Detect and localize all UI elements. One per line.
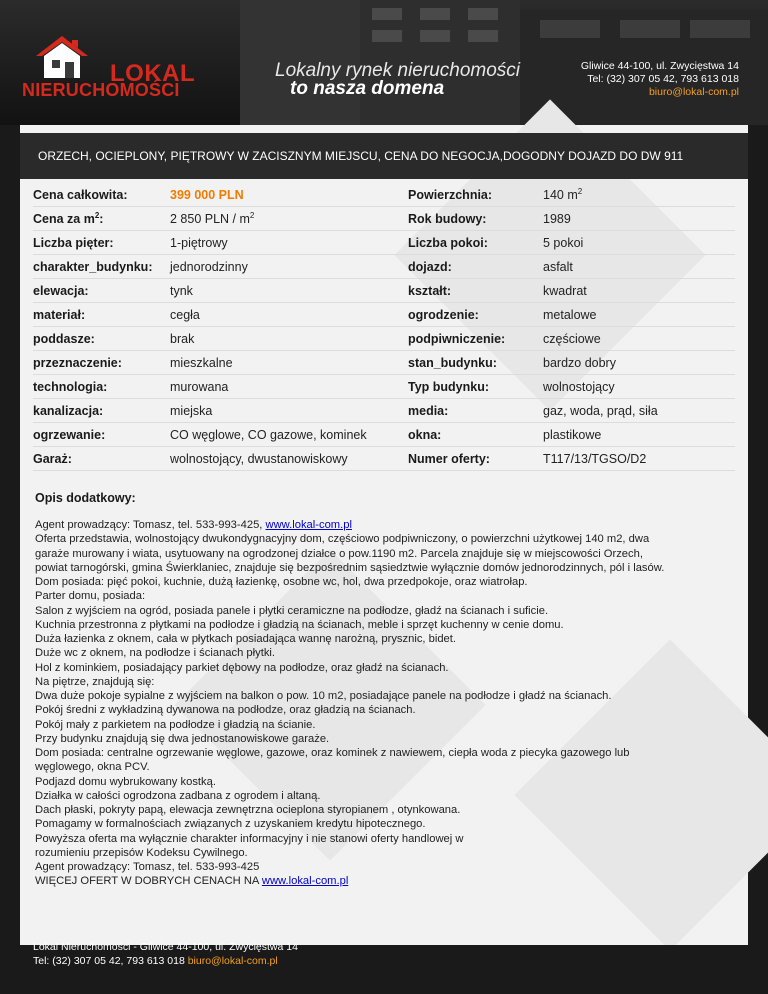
logo-text-bottom: NIERUCHOMOŚCI [22, 80, 180, 100]
header [0, 0, 768, 125]
spec-row [33, 303, 735, 327]
spec-row [33, 183, 735, 207]
spec-label: Cena całkowita: [33, 183, 170, 207]
spec-label: Rok budowy: [408, 207, 543, 231]
spec-row [33, 447, 735, 471]
description-lines [35, 532, 735, 874]
description-line: garaże murowany i wiata, usytuowany na ogrodzonej działce o pow.1190 m2. Parcela znajduje się w miejscowości Orzech, [35, 547, 643, 560]
spec-row [33, 231, 735, 255]
spec-value: brak [170, 327, 408, 351]
description-closing-line: WIĘCEJ OFERT W DOBRYCH CENACH NA www.lokal-com.pl [35, 875, 349, 888]
spec-label: Liczba pokoi: [408, 231, 543, 255]
spec-label: kanalizacja: [33, 399, 170, 423]
spec-value: gaz, woda, prąd, siła [543, 399, 735, 423]
spec-value: tynk [170, 279, 408, 303]
logo-text-top: LOKAL [110, 60, 196, 87]
content-page [20, 125, 748, 945]
description-line: Pokój mały z parkietem na podłodze i gładzią na ścianie. [35, 718, 316, 731]
footer-contact: Tel: (32) 307 05 42, 793 613 018 biuro@lokal-com.pl [33, 955, 278, 967]
spec-value: wolnostojący, dwustanowiskowy [170, 447, 408, 471]
spec-value: murowana [170, 375, 408, 399]
listing-title: ORZECH, OCIEPLONY, PIĘTROWY W ZACISZNYM MIEJSCU, CENA DO NEGOCJA,DOGODNY DOJAZD DO DW 911 [38, 149, 684, 163]
spec-value: cegła [170, 303, 408, 327]
spec-value: miejska [170, 399, 408, 423]
spec-value: 1-piętrowy [170, 231, 408, 255]
header-email-link[interactable]: biuro@lokal-com.pl [648, 86, 739, 98]
spec-label: stan_budynku: [408, 351, 543, 375]
description-line: powiat tarnogórski, gmina Świerklaniec, znajduje się bezpośrednim sąsiedztwie wyłącznie domów jednorodzinnych, pól i lasów. [35, 561, 665, 574]
description-line: Przy budynku znajdują się dwa jednostanowiskowe garaże. [35, 732, 330, 745]
spec-label: Powierzchnia: [408, 183, 543, 207]
company-logo[interactable] [22, 30, 196, 100]
spec-value: plastikowe [543, 423, 735, 447]
spec-value: kwadrat [543, 279, 735, 303]
spec-value: 5 pokoi [543, 231, 735, 255]
spec-label: materiał: [33, 303, 170, 327]
description-agent-line: Agent prowadzący: Tomasz, tel. 533-993-425, www.lokal-com.pl [35, 519, 352, 531]
description-line: Podjazd domu wybrukowany kostką. [35, 775, 216, 788]
description-text [35, 518, 735, 889]
description-line: węglowego, okna PCV. [35, 761, 150, 774]
spec-value: jednorodzinny [170, 255, 408, 279]
description-line: rozumieniu przepisów Kodeksu Cywilnego. [35, 846, 248, 859]
tagline-line-2: to nasza domena [290, 78, 445, 99]
spec-row [33, 351, 735, 375]
spec-value: T117/13/TGSO/D2 [543, 447, 735, 471]
spec-row [33, 279, 735, 303]
spec-row [33, 423, 735, 447]
description-heading: Opis dodatkowy: [35, 491, 136, 505]
spec-value: wolnostojący [543, 375, 735, 399]
description-line: Hol z kominkiem, posiadający parkiet dębowy na podłodze, oraz gładź na ścianach. [35, 661, 449, 674]
listing-title-bar [20, 133, 748, 179]
spec-label: Typ budynku: [408, 375, 543, 399]
spec-value: 140 $m^2$ [543, 183, 735, 207]
spec-label: ogrzewanie: [33, 423, 170, 447]
tagline-line-1: Lokalny rynek nieruchomości [275, 60, 521, 81]
spec-label: Cena za $m^2$: [33, 207, 170, 231]
spec-label: kształt: [408, 279, 543, 303]
description-line: Kuchnia przestronna z płytkami na podłodze i gładzią na ścianach, meble i sprzęt kuchenny w cenie domu. [35, 618, 564, 631]
spec-label: Numer oferty: [408, 447, 543, 471]
spec-value: 1989 [543, 207, 735, 231]
spec-row [33, 399, 735, 423]
website-link-closing[interactable]: www.lokal-com.pl [261, 875, 349, 888]
spec-value: 399 000 PLN [170, 183, 408, 207]
spec-label: elewacja: [33, 279, 170, 303]
superscript-2: 2 [94, 210, 100, 220]
spec-value: asfalt [543, 255, 735, 279]
description-line: Oferta przedstawia, wolnostojący dwukondygnacyjny dom, częściowo podpiwniczony, o powierzchni użytkowej 140 m2, dwa [35, 533, 650, 546]
superscript-2: 2 [249, 210, 255, 220]
header-phone: Tel: (32) 307 05 42, 793 613 018 [587, 73, 739, 85]
description-line: Dom posiada: centralne ogrzewanie węglowe, gazowe, oraz kominek z nawiewem, ciepła woda z piecyka gazowego lub [35, 747, 630, 759]
footer-email-link[interactable]: biuro@lokal-com.pl [187, 955, 278, 967]
description-line: Dach płaski, pokryty papą, elewacja zewnętrzna ocieplona styropianem , otynkowana. [35, 804, 461, 816]
spec-value: mieszkalne [170, 351, 408, 375]
description-line: Na piętrze, znajdują się: [35, 675, 155, 688]
spec-label: podpiwniczenie: [408, 327, 543, 351]
spec-label: Liczba pięter: [33, 231, 170, 255]
house-logo-icon [32, 32, 102, 80]
description-line: Duża łazienka z oknem, cała w płytkach posiadająca wannę narożną, prysznic, bidet. [35, 633, 457, 645]
description-line: Parter domu, posiada: [35, 590, 146, 603]
description-line: Agent prowadzący: Tomasz, tel. 533-993-425 [35, 861, 260, 873]
spec-label: ogrodzenie: [408, 303, 543, 327]
spec-label: charakter_budynku: [33, 255, 170, 279]
description-line: Powyższa oferta ma wyłącznie charakter informacyjny i nie stanowi oferty handlowej w [35, 832, 464, 845]
header-contact [581, 60, 739, 99]
spec-label: Garaż: [33, 447, 170, 471]
spec-value: 2 850 PLN / $m^2$ [170, 207, 408, 231]
spec-row [33, 207, 735, 231]
spec-label: technologia: [33, 375, 170, 399]
website-link[interactable]: www.lokal-com.pl [265, 519, 352, 531]
spec-value: CO węglowe, CO gazowe, kominek [170, 423, 408, 447]
description-line: Dwa duże pokoje sypialne z wyjściem na balkon o pow. 10 m2, posiadające panele na podłodze i gładź na ścianach. [35, 690, 612, 702]
description-line: Duże wc z oknem, na podłodze i ścianach płytki. [35, 647, 276, 660]
description-line: Salon z wyjściem na ogród, posiada panele i płytki ceramiczne na podłodze, gładź na ścianach i suficie. [35, 604, 549, 617]
description-line: Działka w całości ogrodzona zadbana z ogrodem i altaną. [35, 789, 321, 802]
spec-row [33, 255, 735, 279]
spec-label: dojazd: [408, 255, 543, 279]
description-line: Pomagamy w formalnościach związanych z uzyskaniem kredytu hipotecznego. [35, 818, 426, 831]
spec-value: metalowe [543, 303, 735, 327]
description-line: Dom posiada: pięć pokoi, kuchnie, dużą łazienkę, osobne wc, hol, dwa przedpokoje, oraz wiatrołap. [35, 576, 528, 588]
spec-label: poddasze: [33, 327, 170, 351]
spec-value: częściowe [543, 327, 735, 351]
specs-table [33, 183, 735, 471]
spec-value: bardzo dobry [543, 351, 735, 375]
spec-label: przeznaczenie: [33, 351, 170, 375]
header-address: Gliwice 44-100, ul. Zwycięstwa 14 [580, 60, 739, 72]
footer-address: Lokal Nieruchomości - Gliwice 44-100, ul. Zwycięstwa 14 [33, 941, 298, 953]
spec-row [33, 375, 735, 399]
superscript-2: 2 [577, 186, 583, 196]
description-line: Pokój średni z wykładziną dywanowa na podłodze, oraz gładzią na ścianach. [35, 704, 416, 717]
spec-row [33, 327, 735, 351]
spec-label: okna: [408, 423, 543, 447]
spec-label: media: [408, 399, 543, 423]
